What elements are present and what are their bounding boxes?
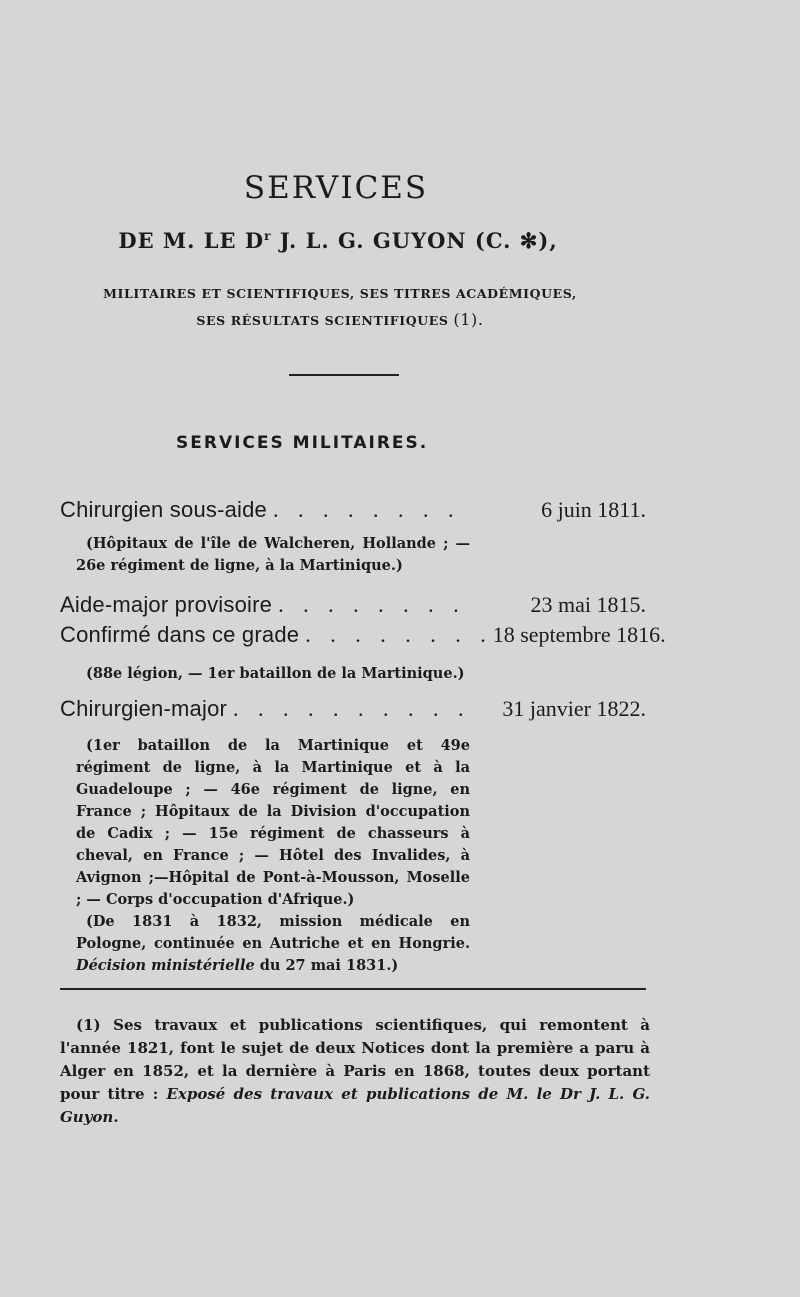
service-entry (60, 592, 646, 618)
leader-dots: . . . . . . . . (305, 622, 493, 647)
note-mission-plain: (De 1831 à 1832, mission médicale en Pologne, continuée en Autriche et en Hongrie. (76, 913, 470, 952)
section-heading: SERVICES MILITAIRES. (176, 433, 429, 453)
note-mission-italic: Décision ministérielle (76, 957, 255, 974)
service-rank: Chirurgien-major (60, 696, 228, 721)
page-title: SERVICES (243, 170, 429, 206)
note-text: (Hôpitaux de l'île de Walcheren, Hollande ; — 26e régiment de ligne, à la Martinique.) (76, 535, 470, 574)
footnote-plain: (1) Ses travaux et publications scientifiques, qui remontent à l'année 1821, font le sujet de deux Notices dont la première a paru à Alger en 1852, et la dernière à Paris en 1868, toutes deux portant pour titre : (60, 1016, 650, 1103)
subtitle-line-2 (0, 310, 680, 329)
subtitle-superscript: r (264, 229, 272, 243)
subtitle-prefix: DE M. LE D (118, 228, 265, 253)
service-rank: Chirurgien sous-aide (60, 497, 267, 522)
short-divider (289, 374, 399, 376)
page-subtitle (0, 228, 676, 253)
footnote-reference: (1). (453, 310, 484, 329)
footnote-italic: Exposé des travaux et publications de M. le Dr J. L. G. Guyon. (60, 1085, 650, 1126)
service-date: 18 septembre 1816. (492, 622, 666, 647)
leader-dots: . . . . . . . . (278, 592, 466, 617)
footnote-divider (60, 988, 646, 990)
subtitle-line-2-text: SES RÉSULTATS SCIENTIFIQUES (196, 313, 449, 328)
note-mission-end: du 27 mai 1831.) (254, 957, 399, 974)
service-note (76, 735, 470, 977)
service-rank: Aide-major provisoire (60, 592, 273, 617)
service-entry (60, 497, 646, 523)
footnote (60, 1014, 650, 1129)
service-date: 23 mai 1815. (530, 592, 646, 617)
leader-dots: . . . . . . . . . . (233, 696, 471, 721)
note-text: (1er bataillon de la Martinique et 49e régiment de ligne, à la Martinique et à la Guadeloupe ; — 46e régiment de ligne, en France ; Hôpitaux de la Division d'occupation de Cadix ; — 15e régiment de chasseurs à cheval, en France ; — Hôtel des Invalides, à Avignon ;—Hôpital de Pont-à-Mousson, Moselle ; — Corps d'occupation d'Afrique.) (76, 737, 470, 908)
footnote-text (60, 1014, 650, 1129)
subtitle-line-1: MILITAIRES ET SCIENTIFIQUES, SES TITRES ACADÉMIQUES, (103, 286, 577, 301)
subtitle-name: J. L. G. GUYON (C. ✻), (271, 228, 558, 253)
service-note (76, 663, 470, 685)
service-note (76, 533, 470, 577)
service-rank: Confirmé dans ce grade (60, 622, 300, 647)
service-entry (60, 622, 666, 648)
service-date: 31 janvier 1822. (502, 696, 646, 721)
service-entry (60, 696, 646, 722)
note-text: (88e légion, — 1er bataillon de la Martinique.) (86, 665, 465, 682)
leader-dots: . . . . . . . . (273, 497, 461, 522)
service-date: 6 juin 1811. (541, 497, 646, 522)
note-text-mission (76, 911, 470, 977)
